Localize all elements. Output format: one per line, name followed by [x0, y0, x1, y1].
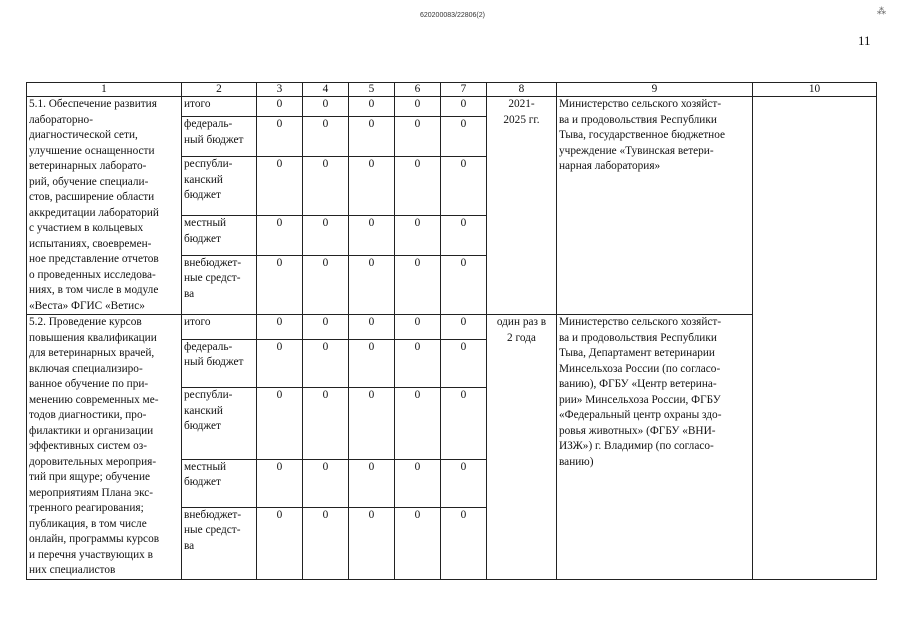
column-header: 6	[395, 83, 441, 97]
funding-value: 0	[257, 255, 303, 314]
funding-value: 0	[395, 255, 441, 314]
funding-value: 0	[441, 117, 487, 157]
responsible-executors-line: ровья животных» (ФГБУ «ВНИ-	[559, 424, 716, 437]
funding-value: 0	[441, 97, 487, 117]
funding-source	[182, 315, 257, 340]
measure-description-line: мероприятиям Плана экс-	[29, 486, 154, 499]
measure-description-line: для ветеринарных врачей,	[29, 347, 155, 359]
funding-value: 0	[303, 339, 349, 387]
measure-description-line: улучшение оснащенности	[29, 144, 155, 157]
measure-description-line: 5.1. Обеспечение развития	[29, 98, 157, 110]
column-header: 9	[557, 83, 753, 97]
measure-description-line: о проведенных исследова-	[29, 268, 156, 281]
measure-description-line: ное представление отчетов	[29, 253, 159, 265]
measure-description-line: них специалистов	[29, 564, 116, 576]
funding-source-line: федераль-	[184, 118, 233, 131]
measure-description-line: тодов диагностики, про-	[29, 409, 147, 421]
funding-source-line: итого	[184, 98, 211, 110]
funding-value: 0	[303, 315, 349, 340]
measure-description-line: диагностической сети,	[29, 129, 138, 141]
responsible-executors	[557, 97, 753, 315]
responsible-executors-line: ва и продовольствия Республики	[559, 331, 717, 344]
measure-description-line: повышения квалификации	[29, 331, 157, 344]
measure-description-line: «Веста» ФГИС «Ветис»	[29, 299, 145, 312]
funding-value: 0	[395, 97, 441, 117]
measure-description-line: менению современных ме-	[29, 393, 159, 406]
funding-value: 0	[349, 507, 395, 579]
funding-source-line: бюджет	[184, 420, 221, 433]
funding-value: 0	[303, 388, 349, 460]
measure-description-line: филактики и организации	[29, 424, 154, 437]
funding-source	[182, 388, 257, 460]
funding-value: 0	[395, 339, 441, 387]
funding-source-line: итого	[184, 316, 211, 328]
measure-description-line: с участием в кольцевых	[29, 222, 144, 234]
funding-value: 0	[257, 339, 303, 387]
responsible-executors-line: ванию), ФГБУ «Центр ветерина-	[559, 378, 717, 390]
funding-value: 0	[349, 117, 395, 157]
funding-row	[27, 315, 877, 340]
funding-source	[182, 507, 257, 579]
funding-value: 0	[395, 117, 441, 157]
column-header: 1	[27, 83, 182, 97]
responsible-executors-line: «Федеральный центр охраны здо-	[559, 409, 722, 421]
funding-value: 0	[395, 459, 441, 507]
funding-source-line: канский	[184, 404, 223, 417]
measure-description-line: лабораторно-	[29, 113, 93, 126]
responsible-executors-line: Тыва, Департамент ветеринарии	[559, 347, 715, 359]
responsible-executors-line: ванию)	[559, 455, 594, 468]
funding-source-line: местный	[184, 460, 227, 473]
column-header: 8	[487, 83, 557, 97]
funding-value: 0	[349, 339, 395, 387]
funding-source-line: федераль-	[184, 340, 233, 353]
funding-value: 0	[441, 315, 487, 340]
corner-mark: ⁂	[877, 6, 886, 16]
funding-source-line: ные средст-	[184, 524, 241, 537]
measure-description-line: ванное обучение по при-	[29, 378, 149, 390]
funding-source-line: внебюджет-	[184, 256, 242, 269]
funding-value: 0	[441, 388, 487, 460]
document-id: 620200083/22806(2)	[419, 12, 485, 19]
funding-value: 0	[303, 97, 349, 117]
measure-description-line: тий при ящуре; обучение	[29, 471, 151, 483]
responsible-executors	[557, 315, 753, 580]
funding-value: 0	[303, 157, 349, 216]
funding-source	[182, 459, 257, 507]
funding-value: 0	[349, 255, 395, 314]
measure-description-line: и перечня участвующих в	[29, 548, 153, 561]
measure-description-line: стов, расширение области	[29, 191, 155, 203]
measure-description-line: ветеринарных лаборато-	[29, 160, 147, 172]
funding-source-line: канский	[184, 173, 223, 186]
funding-value: 0	[441, 157, 487, 216]
column-header: 2	[182, 83, 257, 97]
funding-source-line: ный бюджет	[184, 356, 244, 369]
funding-value: 0	[303, 459, 349, 507]
measures-table	[26, 82, 877, 580]
measure-description-line: включая специализиро-	[29, 362, 143, 375]
responsible-executors-line: учреждение «Тувинская ветери-	[559, 144, 714, 157]
column-header: 3	[257, 83, 303, 97]
funding-source-line: республи-	[184, 389, 233, 402]
funding-value: 0	[441, 216, 487, 256]
implementation-period-line: 2021-	[508, 98, 535, 110]
funding-value: 0	[303, 216, 349, 256]
column-number-row	[27, 83, 877, 97]
column-header: 7	[441, 83, 487, 97]
measure-description-line: публикация, в том числе	[29, 517, 147, 530]
funding-value: 0	[349, 97, 395, 117]
funding-value: 0	[441, 459, 487, 507]
funding-value: 0	[395, 507, 441, 579]
responsible-executors-line: Министерство сельского хозяйст-	[559, 316, 722, 328]
funding-source-line: ва	[184, 287, 195, 300]
responsible-executors-line: Минсельхоза России (по согласо-	[559, 362, 721, 375]
funding-value: 0	[257, 459, 303, 507]
measure-description-line: тренного реагирования;	[29, 502, 144, 514]
responsible-executors-line: нарная лаборатория»	[559, 160, 661, 172]
funding-value: 0	[349, 157, 395, 216]
implementation-period-line: 2 года	[507, 331, 536, 344]
funding-value: 0	[257, 507, 303, 579]
measure-description-line: аккредитации лабораторий	[29, 206, 159, 219]
funding-source	[182, 97, 257, 117]
measure-description-line: доровительных мероприя-	[29, 455, 157, 468]
funding-source-line: бюджет	[184, 189, 221, 202]
responsible-executors-line: Тыва, государственное бюджетное	[559, 129, 726, 141]
funding-value: 0	[395, 216, 441, 256]
funding-source	[182, 117, 257, 157]
funding-source-line: ные средст-	[184, 272, 241, 285]
funding-source	[182, 157, 257, 216]
funding-source-line: бюджет	[184, 232, 221, 245]
page-number: 11	[858, 33, 871, 48]
funding-source	[182, 255, 257, 314]
funding-value: 0	[395, 315, 441, 340]
column-10-cell	[753, 97, 877, 580]
funding-value: 0	[303, 255, 349, 314]
measure-description	[27, 315, 182, 580]
table-body	[27, 97, 877, 580]
funding-row	[27, 97, 877, 117]
funding-value: 0	[441, 255, 487, 314]
column-header: 4	[303, 83, 349, 97]
responsible-executors-line: ИЗЖ») г. Владимир (по согласо-	[559, 440, 714, 452]
measure-description-line: испытаниях, своевремен-	[29, 237, 152, 250]
column-header: 10	[753, 83, 877, 97]
implementation-period-line: один раз в	[496, 316, 547, 328]
responsible-executors-line: ва и продовольствия Республики	[559, 113, 717, 126]
funding-value: 0	[349, 459, 395, 507]
implementation-period	[487, 97, 557, 315]
funding-source-line: бюджет	[184, 476, 221, 489]
measure-description-line: ниях, в том числе в модуле	[29, 284, 159, 296]
funding-value: 0	[257, 157, 303, 216]
funding-value: 0	[257, 97, 303, 117]
measure-description-line: рий, обучение специали-	[29, 175, 149, 188]
funding-value: 0	[395, 157, 441, 216]
funding-source-line: местный	[184, 217, 227, 230]
implementation-period-line: 2025 гг.	[503, 113, 540, 126]
funding-value: 0	[349, 315, 395, 340]
column-header: 5	[349, 83, 395, 97]
measure-description	[27, 97, 182, 315]
funding-value: 0	[257, 117, 303, 157]
funding-value: 0	[441, 339, 487, 387]
implementation-period	[487, 315, 557, 580]
funding-value: 0	[257, 216, 303, 256]
responsible-executors-line: Министерство сельского хозяйст-	[559, 98, 722, 110]
measure-description-line: 5.2. Проведение курсов	[29, 316, 142, 328]
funding-value: 0	[257, 388, 303, 460]
measure-description-line: онлайн, программы курсов	[29, 533, 160, 545]
funding-source	[182, 339, 257, 387]
measure-description-line: эффективных систем оз-	[29, 440, 148, 452]
funding-value: 0	[257, 315, 303, 340]
funding-source-line: внебюджет-	[184, 508, 242, 521]
funding-value: 0	[303, 507, 349, 579]
funding-value: 0	[441, 507, 487, 579]
funding-value: 0	[349, 388, 395, 460]
funding-value: 0	[303, 117, 349, 157]
funding-source-line: ный бюджет	[184, 133, 244, 146]
funding-value: 0	[395, 388, 441, 460]
funding-value: 0	[349, 216, 395, 256]
responsible-executors-line: рии» Минсельхоза России, ФГБУ	[559, 393, 721, 406]
funding-source	[182, 216, 257, 256]
funding-source-line: республи-	[184, 158, 233, 171]
funding-source-line: ва	[184, 539, 195, 552]
